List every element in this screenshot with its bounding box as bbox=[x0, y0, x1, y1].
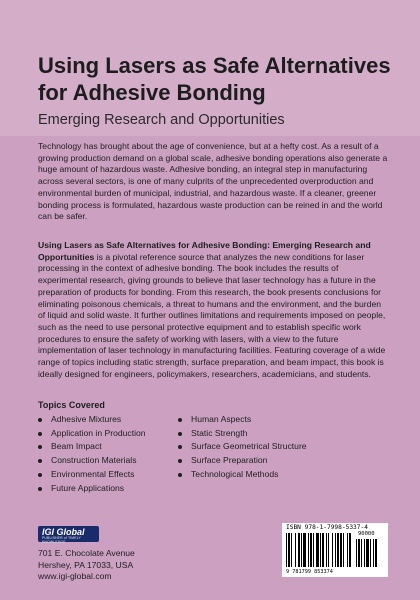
topic-item bbox=[178, 468, 307, 482]
description-paragraph-1: Technology has brought about the age of convenience, but at a hefty cost. As a result of a growing production demand on a global scale, adhesive bonding operations also generate a huge amount of hazardous waste. Adhesive bonding, an integral step in manufacturing across several sectors, is one of many culprits of the unprecedented overproduction and environmental burden of municipal, industrial, and hazardous waste. If a cleaner, greener bonding process is formulated, hazardous waste production can be reined in and the world can be safer. bbox=[38, 141, 388, 222]
bullet-icon bbox=[178, 459, 182, 463]
bullet-icon bbox=[38, 487, 42, 491]
topic-label: Static Strength bbox=[191, 427, 248, 438]
topic-label: Construction Materials bbox=[51, 455, 137, 466]
topic-label: Surface Geometrical Structure bbox=[191, 441, 307, 452]
bullet-icon bbox=[38, 459, 42, 463]
barcode-addon-number: 90000 bbox=[358, 531, 375, 537]
topic-item bbox=[38, 454, 146, 468]
book-title: Using Lasers as Safe Alternatives for Adhesive Bonding bbox=[38, 53, 391, 105]
description-paragraph-2 bbox=[38, 240, 388, 380]
bullet-icon bbox=[38, 432, 42, 436]
topic-item bbox=[178, 454, 307, 468]
logo-text: IGI Global bbox=[42, 527, 85, 537]
address-line-1: 701 E. Chocolate Avenue bbox=[38, 548, 135, 558]
description-text: is a pivotal reference source that analyzes the new conditions for laser processing in the context of adhesive bonding. The book includes the results of experimental research, giving grounds to believe that laser technology has a future in the preparation of products for bonding. From this research, the book presents conclusions for eliminating poisonous chemicals, a threat to humans and the environment, and the burden of liquid and solid waste. It further outlines limitations and requirements imposed on people, such as the need to use personal protective equipment and to establish specific work procedures to ensure the safety of working with lasers, with a view to the future implementation of laser technology in manufacturing facilities. Featuring coverage of a wide range of topics including static strength, surface preparation, and beam impact, this book is ideally designed for engineers, policymakers, researchers, academicians, and students. bbox=[38, 251, 386, 379]
topic-label: Environmental Effects bbox=[51, 468, 135, 479]
logo-tagline: PUBLISHER of TIMELY KNOWLEDGE bbox=[42, 536, 81, 544]
publisher-address bbox=[38, 548, 135, 583]
topic-label: Application in Production bbox=[51, 427, 146, 438]
isbn-label: ISBN 978-1-7998-5337-4 bbox=[286, 524, 368, 531]
barcode-number: 9 781799 853374 bbox=[286, 569, 333, 575]
topic-item bbox=[178, 427, 307, 441]
description-book-title: Using Lasers as Safe Alternatives for Adhesive Bonding: Emerging Research and Opportunities bbox=[38, 240, 371, 262]
topics-list-left bbox=[38, 413, 146, 495]
bullet-icon bbox=[178, 418, 182, 422]
topic-label: Surface Preparation bbox=[191, 455, 268, 466]
topic-item bbox=[178, 413, 307, 427]
address-line-2: Hershey, PA 17033, USA bbox=[38, 559, 134, 570]
topic-item bbox=[38, 468, 146, 482]
topic-item bbox=[38, 413, 146, 427]
topics-list-right bbox=[178, 413, 307, 482]
bullet-icon bbox=[178, 473, 182, 477]
bullet-icon bbox=[178, 432, 182, 436]
barcode-icon bbox=[286, 533, 384, 569]
topic-label: Future Applications bbox=[51, 482, 125, 493]
topic-item bbox=[178, 440, 307, 454]
topic-label: Beam Impact bbox=[51, 441, 102, 452]
topic-label: Adhesive Mixtures bbox=[51, 414, 122, 424]
topic-item bbox=[38, 427, 146, 441]
topics-heading: Topics Covered bbox=[38, 400, 105, 410]
topic-label: Technological Methods bbox=[191, 468, 279, 479]
bullet-icon bbox=[178, 445, 182, 449]
barcode-panel bbox=[282, 523, 388, 577]
book-subtitle: Emerging Research and Opportunities bbox=[38, 112, 285, 128]
publisher-website: www.igi-global.com bbox=[38, 571, 112, 581]
topic-item bbox=[38, 440, 146, 454]
bullet-icon bbox=[38, 473, 42, 477]
publisher-logo bbox=[38, 526, 99, 542]
bullet-icon bbox=[38, 418, 42, 422]
bullet-icon bbox=[38, 445, 42, 449]
topic-item bbox=[38, 482, 146, 496]
topic-label: Human Aspects bbox=[191, 414, 252, 424]
